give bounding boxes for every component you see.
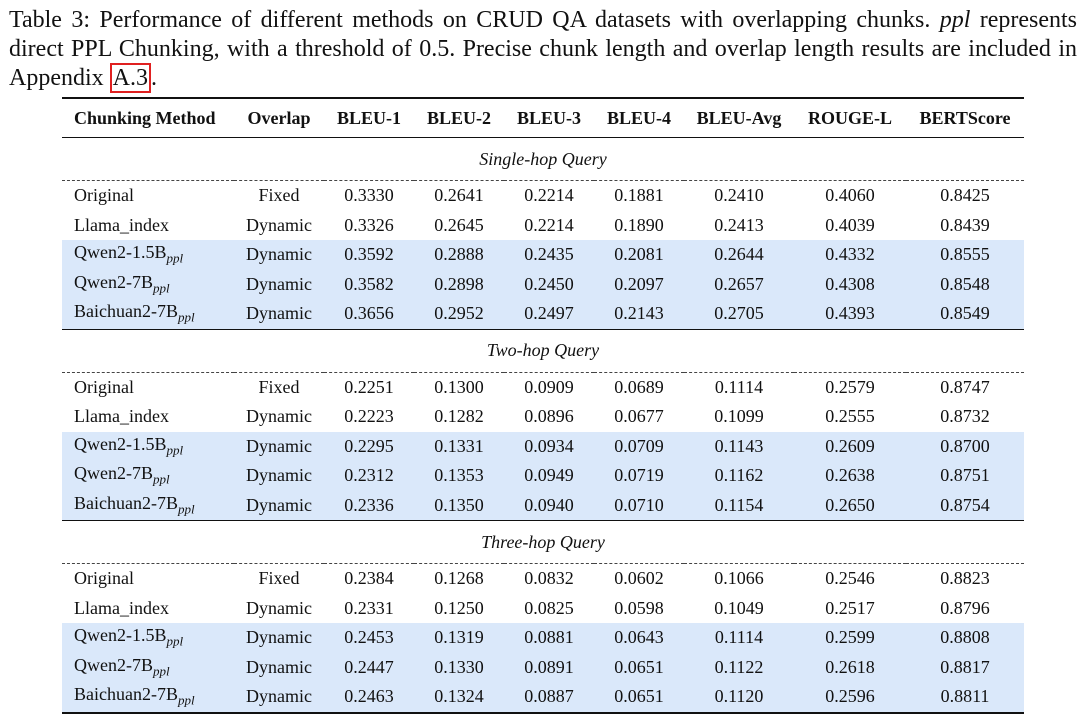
table-body	[62, 98, 1024, 714]
score-cell: 0.0896	[524, 406, 574, 427]
score-cell: 0.2435	[504, 240, 594, 270]
method-name: Original	[74, 568, 134, 589]
score-cell: 0.2645	[434, 214, 484, 235]
score-cell: 0.0891	[504, 653, 594, 683]
score-cell: 0.1881	[614, 185, 664, 206]
method-subscript: ppl	[166, 442, 184, 458]
score-cell: 0.8823	[940, 568, 990, 589]
score-cell: 0.0887	[504, 682, 594, 713]
score-cell: 0.2214	[524, 214, 574, 235]
overlap-cell: Dynamic	[234, 623, 324, 653]
score-cell: 0.0677	[614, 406, 664, 427]
overlap-cell: Dynamic	[234, 432, 324, 462]
score-cell: 0.2650	[794, 491, 906, 521]
score-cell: 0.2618	[794, 653, 906, 683]
score-cell: 0.0881	[504, 623, 594, 653]
score-cell: 0.1114	[714, 376, 764, 397]
table-row	[62, 653, 1024, 683]
method-cell	[62, 564, 234, 594]
score-cell: 0.0934	[504, 432, 594, 462]
score-cell: 0.2336	[324, 491, 414, 521]
score-cell: 0.2463	[324, 682, 414, 713]
score-cell: 0.0719	[594, 461, 684, 491]
caption-ppl-term: ppl	[939, 7, 971, 33]
score-cell: 0.1154	[684, 491, 794, 521]
score-cell: 0.2295	[324, 432, 414, 462]
method-subscript: ppl	[166, 251, 184, 267]
score-cell: 0.2410	[714, 185, 764, 206]
score-cell: 0.4308	[794, 270, 906, 300]
overlap-cell: Dynamic	[234, 491, 324, 521]
score-cell: 0.2657	[684, 270, 794, 300]
score-cell: 0.3330	[344, 185, 394, 206]
table-row	[62, 491, 1024, 521]
score-cell: 0.2251	[344, 376, 394, 397]
table-row	[62, 564, 1024, 594]
header-row	[62, 99, 1024, 138]
method-cell	[62, 653, 234, 683]
score-cell: 0.8732	[940, 406, 990, 427]
score-cell: 0.3592	[324, 240, 414, 270]
score-cell: 0.1066	[714, 568, 764, 589]
score-cell: 0.2952	[414, 299, 504, 329]
method-name: Qwen2-7B	[74, 654, 153, 675]
table-row	[62, 402, 1024, 432]
column-header: BLEU-1	[336, 107, 401, 128]
overlap-cell: Dynamic	[234, 461, 324, 491]
method-name: Llama_index	[74, 406, 169, 427]
method-name: Qwen2-1.5B	[74, 433, 167, 454]
score-cell: 0.2450	[504, 270, 594, 300]
method-subscript: ppl	[177, 310, 195, 326]
method-name: Baichuan2-7B	[74, 301, 178, 322]
score-cell: 0.3326	[344, 214, 394, 235]
method-cell	[62, 240, 234, 270]
score-cell: 0.2898	[414, 270, 504, 300]
table-row	[62, 181, 1024, 211]
score-cell: 0.2214	[524, 185, 574, 206]
score-cell: 0.1049	[714, 597, 764, 618]
score-cell: 0.2579	[825, 376, 875, 397]
method-name: Llama_index	[74, 597, 169, 618]
method-cell	[62, 402, 234, 432]
method-subscript: ppl	[177, 693, 195, 709]
score-cell: 0.8555	[906, 240, 1024, 270]
method-name: Original	[74, 376, 134, 397]
caption-lead: Table 3: Performance of different methods on CRUD QA datasets with overlapping chunks.	[9, 7, 931, 33]
column-header: BLEU-Avg	[696, 107, 782, 128]
caption-body: represents direct PPL Chunking, with a threshold of 0.5. Precise chunk length and overlap length results are included in Appendix	[9, 7, 1078, 91]
score-cell: 0.2223	[344, 406, 394, 427]
score-cell: 0.8549	[906, 299, 1024, 329]
score-cell: 0.0940	[504, 491, 594, 521]
table-row	[62, 682, 1024, 713]
table-row	[62, 299, 1024, 329]
score-cell: 0.2143	[594, 299, 684, 329]
score-cell: 0.2555	[825, 406, 875, 427]
method-cell	[62, 594, 234, 624]
score-cell: 0.3656	[324, 299, 414, 329]
table-caption	[9, 6, 1077, 93]
overlap-cell: Dynamic	[246, 406, 312, 427]
score-cell: 0.8425	[940, 185, 990, 206]
score-cell: 0.1120	[684, 682, 794, 713]
score-cell: 0.0602	[614, 568, 664, 589]
method-cell	[62, 181, 234, 211]
score-cell: 0.1300	[434, 376, 484, 397]
table-row	[62, 373, 1024, 403]
score-cell: 0.1353	[414, 461, 504, 491]
caption-period: .	[151, 65, 157, 91]
score-cell: 0.1330	[414, 653, 504, 683]
method-cell	[62, 623, 234, 653]
score-cell: 0.0598	[614, 597, 664, 618]
method-cell	[62, 461, 234, 491]
score-cell: 0.0710	[594, 491, 684, 521]
column-header: BLEU-3	[516, 107, 581, 128]
overlap-cell: Dynamic	[246, 214, 312, 235]
score-cell: 0.0709	[594, 432, 684, 462]
score-cell: 0.1122	[684, 653, 794, 683]
method-subscript: ppl	[177, 501, 195, 517]
score-cell: 0.2599	[794, 623, 906, 653]
method-cell	[62, 432, 234, 462]
score-cell: 0.1331	[414, 432, 504, 462]
score-cell: 0.4060	[825, 185, 875, 206]
overlap-cell: Fixed	[258, 568, 300, 589]
score-cell: 0.1143	[684, 432, 794, 462]
score-cell: 0.4332	[794, 240, 906, 270]
score-cell: 0.0825	[524, 597, 574, 618]
method-name: Llama_index	[74, 214, 169, 235]
score-cell: 0.2546	[825, 568, 875, 589]
score-cell: 0.1099	[714, 406, 764, 427]
group-end-rule	[62, 713, 1024, 714]
group-title: Single-hop Query	[479, 148, 607, 169]
score-cell: 0.2517	[825, 597, 875, 618]
score-cell: 0.0651	[594, 653, 684, 683]
method-cell	[62, 211, 234, 241]
method-cell	[62, 373, 234, 403]
score-cell: 0.1268	[434, 568, 484, 589]
table-row	[62, 594, 1024, 624]
score-cell: 0.2384	[344, 568, 394, 589]
method-subscript: ppl	[153, 280, 170, 296]
score-cell: 0.8747	[940, 376, 990, 397]
score-cell: 0.1319	[414, 623, 504, 653]
overlap-cell: Dynamic	[234, 653, 324, 683]
method-name: Qwen2-1.5B	[74, 242, 167, 263]
score-cell: 0.4393	[794, 299, 906, 329]
group-header	[62, 138, 1024, 181]
table-row	[62, 270, 1024, 300]
score-cell: 0.1162	[684, 461, 794, 491]
column-header: Overlap	[247, 107, 311, 128]
score-cell: 0.2638	[794, 461, 906, 491]
score-cell: 0.1890	[614, 214, 664, 235]
score-cell: 0.8548	[906, 270, 1024, 300]
score-cell: 0.1350	[414, 491, 504, 521]
column-header: BERTScore	[919, 107, 1011, 128]
method-name: Original	[74, 185, 134, 206]
group-title: Two-hop Query	[486, 340, 600, 360]
table-row	[62, 432, 1024, 462]
score-cell: 0.8751	[906, 461, 1024, 491]
column-header: ROUGE-L	[807, 107, 892, 128]
score-cell: 0.8796	[940, 597, 990, 618]
method-subscript: ppl	[153, 663, 170, 679]
group-header	[62, 521, 1024, 564]
score-cell: 0.1282	[434, 406, 484, 427]
method-name: Qwen2-7B	[74, 271, 153, 292]
score-cell: 0.2447	[324, 653, 414, 683]
method-cell	[62, 682, 234, 713]
score-cell: 0.2641	[434, 185, 484, 206]
score-cell: 0.8439	[940, 214, 990, 235]
table-row	[62, 623, 1024, 653]
score-cell: 0.2596	[794, 682, 906, 713]
group-header	[62, 330, 1024, 373]
score-cell: 0.2497	[504, 299, 594, 329]
score-cell: 0.4039	[825, 214, 875, 235]
method-cell	[62, 491, 234, 521]
method-name: Qwen2-7B	[74, 463, 153, 484]
score-cell: 0.1324	[414, 682, 504, 713]
score-cell: 0.2331	[344, 597, 394, 618]
score-cell: 0.8700	[906, 432, 1024, 462]
group-title: Three-hop Query	[481, 531, 605, 552]
table-row	[62, 211, 1024, 241]
score-cell: 0.8754	[906, 491, 1024, 521]
table-row	[62, 240, 1024, 270]
column-header: BLEU-2	[426, 107, 491, 128]
column-header: BLEU-4	[606, 107, 671, 128]
method-name: Baichuan2-7B	[74, 684, 178, 705]
score-cell: 0.8811	[906, 682, 1024, 713]
score-cell: 0.2705	[684, 299, 794, 329]
score-cell: 0.0651	[594, 682, 684, 713]
score-cell: 0.0689	[614, 376, 664, 397]
score-cell: 0.8817	[906, 653, 1024, 683]
score-cell: 0.3582	[324, 270, 414, 300]
overlap-cell: Dynamic	[234, 682, 324, 713]
method-name: Baichuan2-7B	[74, 492, 178, 513]
score-cell: 0.2453	[324, 623, 414, 653]
method-cell	[62, 299, 234, 329]
method-name: Qwen2-1.5B	[74, 625, 167, 646]
score-cell: 0.0949	[504, 461, 594, 491]
score-cell: 0.8808	[906, 623, 1024, 653]
score-cell: 0.2609	[794, 432, 906, 462]
overlap-cell: Dynamic	[234, 270, 324, 300]
score-cell: 0.1114	[684, 623, 794, 653]
method-cell	[62, 270, 234, 300]
score-cell: 0.2312	[324, 461, 414, 491]
appendix-link[interactable]: A.3	[110, 63, 151, 93]
column-header: Chunking Method	[74, 107, 216, 128]
score-cell: 0.2413	[714, 214, 764, 235]
score-cell: 0.2888	[414, 240, 504, 270]
overlap-cell: Dynamic	[234, 240, 324, 270]
score-cell: 0.0643	[594, 623, 684, 653]
overlap-cell: Fixed	[258, 185, 300, 206]
method-subscript: ppl	[153, 472, 170, 488]
score-cell: 0.2644	[684, 240, 794, 270]
score-cell: 0.0909	[524, 376, 574, 397]
overlap-cell: Dynamic	[234, 299, 324, 329]
method-subscript: ppl	[166, 634, 184, 650]
table-row	[62, 461, 1024, 491]
score-cell: 0.1250	[434, 597, 484, 618]
overlap-cell: Dynamic	[246, 597, 312, 618]
score-cell: 0.2097	[594, 270, 684, 300]
overlap-cell: Fixed	[258, 376, 300, 397]
results-table	[62, 97, 1024, 714]
score-cell: 0.0832	[524, 568, 574, 589]
score-cell: 0.2081	[594, 240, 684, 270]
